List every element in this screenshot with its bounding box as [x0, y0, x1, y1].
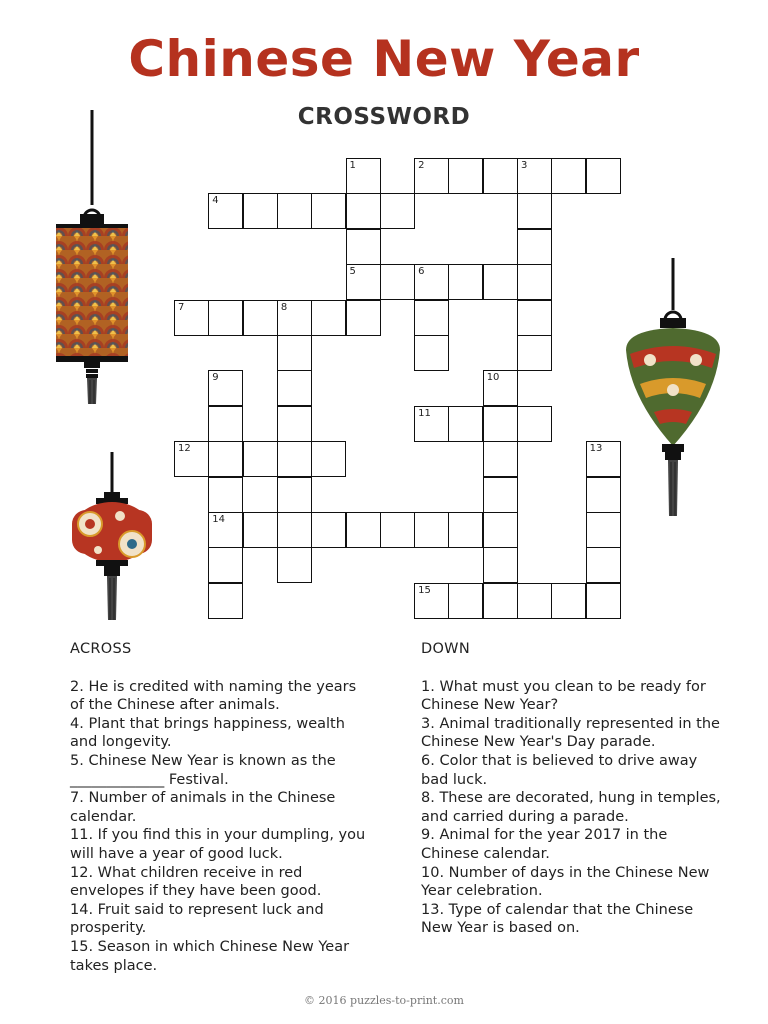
crossword-cell[interactable] — [208, 300, 243, 336]
down-clue: 6. Color that is believed to drive away bad luck. — [421, 752, 698, 788]
crossword-cell[interactable] — [174, 441, 209, 477]
crossword-cell[interactable] — [517, 158, 552, 194]
crossword-cell[interactable] — [517, 229, 552, 265]
crossword-cell[interactable] — [346, 300, 381, 336]
cone-lantern-icon — [620, 258, 726, 520]
crossword-cell[interactable] — [208, 370, 243, 406]
crossword-cell[interactable] — [586, 158, 621, 194]
across-clue: 4. Plant that brings happiness, wealth and longevity. — [70, 715, 345, 751]
crossword-cell[interactable] — [277, 370, 312, 406]
crossword-cell[interactable] — [243, 300, 278, 336]
crossword-cell[interactable] — [311, 512, 346, 548]
crossword-cell[interactable] — [448, 512, 483, 548]
down-clue: 9. Animal for the year 2017 in the Chinese calendar. — [421, 827, 668, 862]
crossword-cell[interactable] — [243, 512, 278, 548]
crossword-cell[interactable] — [174, 300, 209, 336]
crossword-cell[interactable] — [448, 406, 483, 442]
rectangular-lantern-icon — [50, 110, 134, 406]
crossword-cell[interactable] — [483, 370, 518, 406]
crossword-cell[interactable] — [380, 193, 415, 229]
across-clue: 2. He is credited with naming the years of the Chinese after animals. — [70, 678, 357, 714]
clue-number: 2 — [418, 160, 425, 171]
across-clue: 12. What children receive in red envelopes if they have been good. — [70, 864, 322, 900]
clue-number: 13 — [589, 443, 603, 455]
crossword-cell[interactable] — [448, 158, 483, 194]
down-clue: 13. Type of calendar that the Chinese New Year is based on. — [421, 901, 694, 937]
crossword-cell[interactable] — [414, 300, 449, 336]
across-clue: 15. Season in which Chinese New Year takes place. — [70, 938, 350, 974]
crossword-cell[interactable] — [311, 441, 346, 477]
down-heading: DOWN — [421, 641, 470, 657]
clue-number: 1 — [349, 160, 356, 171]
page-subtitle: CROSSWORD — [297, 104, 471, 130]
down-clue: 1. What must you clean to be ready for Chinese New Year? — [421, 678, 706, 714]
clue-number: 7 — [178, 301, 185, 313]
crossword-cell[interactable] — [414, 335, 449, 371]
crossword-cell[interactable] — [311, 300, 346, 336]
crossword-cell[interactable] — [448, 583, 483, 619]
crossword-cell[interactable] — [380, 512, 415, 548]
crossword-cell[interactable] — [414, 158, 449, 194]
drum-lantern-icon — [68, 452, 156, 622]
crossword-cell[interactable] — [208, 406, 243, 442]
crossword-cell[interactable] — [483, 583, 518, 619]
crossword-cell[interactable] — [586, 477, 621, 513]
across-clue: 7. Number of animals in the Chinese calendar. — [70, 790, 336, 825]
crossword-cell[interactable] — [208, 547, 243, 583]
crossword-cell[interactable] — [448, 264, 483, 300]
crossword-cell[interactable] — [517, 335, 552, 371]
clue-number: 10 — [486, 372, 500, 384]
down-clue: 3. Animal traditionally represented in the Chinese New Year's Day parade. — [421, 715, 720, 751]
across-clue: 5. Chinese New Year is known as the _____________ Festival. — [70, 752, 336, 788]
down-clues-section — [421, 640, 721, 938]
crossword-cell[interactable] — [346, 158, 381, 194]
crossword-cell[interactable] — [208, 441, 243, 477]
page-title: Chinese New Year — [128, 30, 640, 88]
crossword-cell[interactable] — [243, 441, 278, 477]
crossword-cell[interactable] — [414, 583, 449, 619]
crossword-cell[interactable] — [517, 264, 552, 300]
across-clue: 11. If you find this in your dumpling, you will have a year of good luck. — [70, 827, 366, 862]
crossword-cell[interactable] — [551, 583, 586, 619]
crossword-cell[interactable] — [277, 300, 312, 336]
crossword-cell[interactable] — [414, 406, 449, 442]
crossword-cell[interactable] — [483, 158, 518, 194]
crossword-cell[interactable] — [208, 477, 243, 513]
crossword-cell[interactable] — [586, 583, 621, 619]
down-clue: 10. Number of days in the Chinese New Year celebration. — [421, 864, 710, 900]
crossword-cell[interactable] — [346, 512, 381, 548]
crossword-cell[interactable] — [414, 264, 449, 300]
crossword-cell[interactable] — [277, 193, 312, 229]
crossword-cell[interactable] — [586, 512, 621, 548]
crossword-cell[interactable] — [277, 512, 312, 548]
crossword-cell[interactable] — [483, 406, 518, 442]
clue-number: 3 — [521, 160, 528, 171]
crossword-cell[interactable] — [517, 193, 552, 229]
crossword-cell[interactable] — [243, 193, 278, 229]
crossword-cell[interactable] — [346, 193, 381, 229]
crossword-cell[interactable] — [277, 335, 312, 371]
clue-number: 8 — [280, 301, 288, 313]
crossword-cell[interactable] — [277, 441, 312, 477]
clue-number: 6 — [418, 266, 425, 278]
crossword-cell[interactable] — [277, 547, 312, 583]
crossword-cell[interactable] — [311, 193, 346, 229]
across-heading: ACROSS — [70, 641, 132, 657]
crossword-cell[interactable] — [483, 512, 518, 548]
crossword-cell[interactable] — [277, 406, 312, 442]
crossword-cell[interactable] — [517, 583, 552, 619]
crossword-cell[interactable] — [414, 512, 449, 548]
crossword-cell[interactable] — [483, 547, 518, 583]
across-clue: 14. Fruit said to represent luck and prosperity. — [70, 901, 324, 937]
crossword-cell[interactable] — [208, 193, 243, 229]
clue-number: 4 — [212, 195, 219, 207]
clue-number: 5 — [349, 266, 356, 278]
crossword-cell[interactable] — [346, 229, 381, 265]
copyright-footer: © 2016 puzzles-to-print.com — [304, 994, 464, 1007]
clue-number: 11 — [418, 407, 431, 419]
crossword-cell[interactable] — [586, 547, 621, 583]
clue-number: 12 — [178, 443, 191, 455]
down-clue: 8. These are decorated, hung in temples, and carried during a parade. — [421, 790, 721, 825]
crossword-cell[interactable] — [380, 264, 415, 300]
crossword-cell[interactable] — [277, 477, 312, 513]
clue-number: 9 — [212, 372, 219, 384]
crossword-cell[interactable] — [483, 264, 518, 300]
crossword-cell[interactable] — [208, 512, 243, 548]
crossword-cell[interactable] — [517, 300, 552, 336]
across-clues-section — [70, 640, 370, 975]
crossword-cell[interactable] — [483, 477, 518, 513]
clue-number: 14 — [212, 514, 226, 525]
crossword-cell[interactable] — [517, 406, 552, 442]
crossword-cell[interactable] — [208, 583, 243, 619]
crossword-cell[interactable] — [586, 441, 621, 477]
crossword-cell[interactable] — [483, 441, 518, 477]
clue-number: 15 — [418, 584, 431, 596]
crossword-cell[interactable] — [346, 264, 381, 300]
crossword-cell[interactable] — [551, 158, 586, 194]
